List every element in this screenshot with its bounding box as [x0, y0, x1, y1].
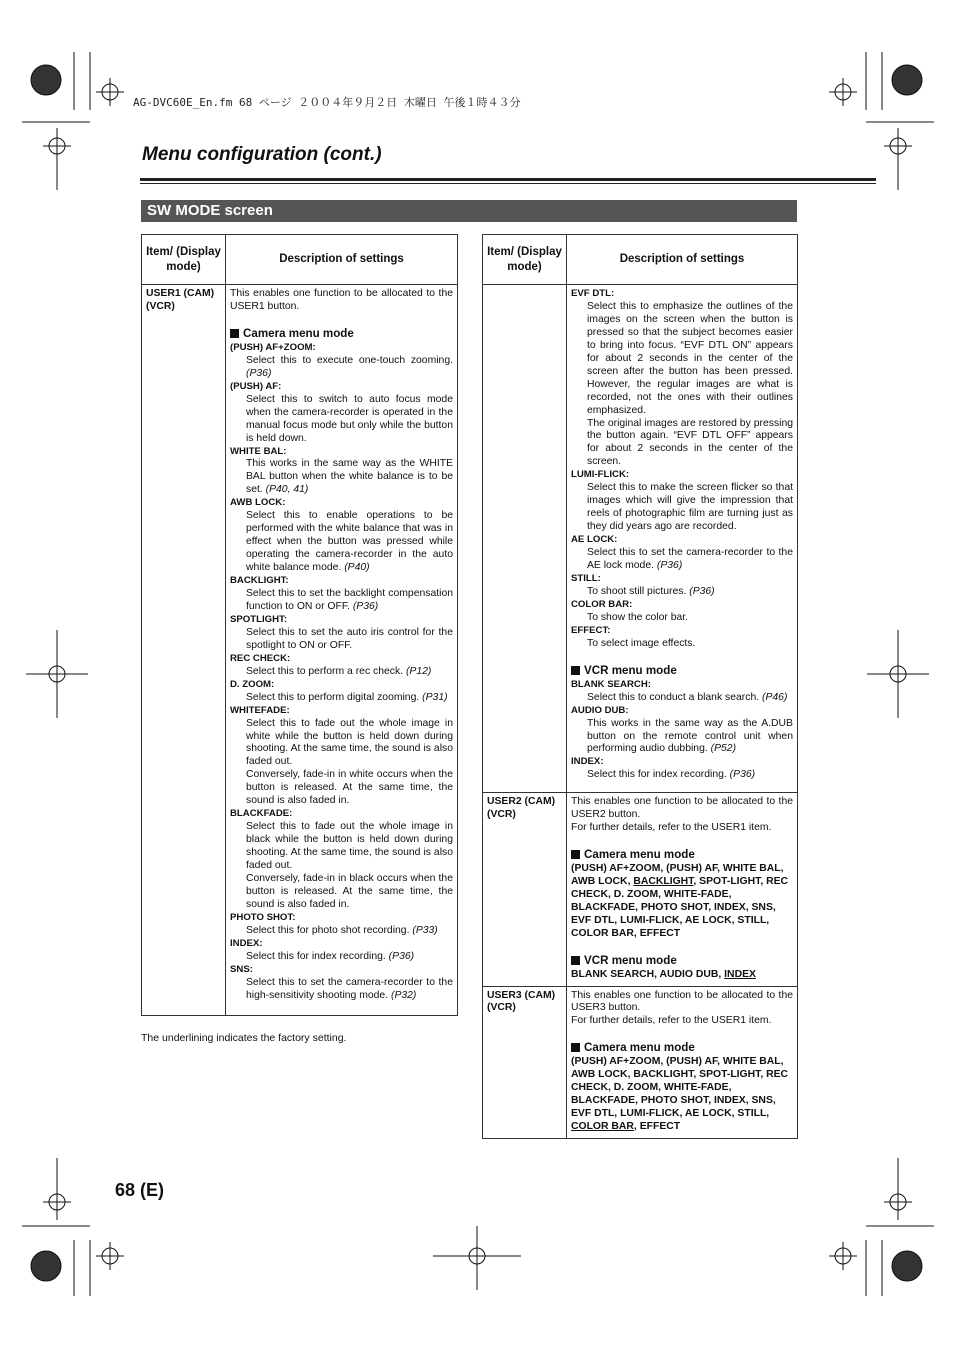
setting-label: BLANK SEARCH:: [571, 678, 651, 690]
setting-description: Select this to emphasize the outlines of the images on the screen when the button is pressed so that the subject becomes easier to bring into focus. “EVF DTL ON” appears for about 2 seconds in the center of the screen after the button has been pressed. However, the regular images are what is recorded, not the ones with their outlines emphasized.: [587, 300, 793, 416]
item-header: Item/ (Display mode): [483, 235, 567, 285]
user2-item: USER2 (CAM) (VCR): [483, 793, 567, 987]
square-bullet-icon: [230, 329, 239, 338]
setting-label: INDEX:: [230, 937, 263, 949]
setting-description: To show the color bar.: [587, 611, 689, 623]
setting-label: AUDIO DUB:: [571, 704, 629, 716]
item-header: Item/ (Display mode): [142, 235, 226, 285]
user1-intro: This enables one function to be allocated to the USER1 button.: [230, 288, 453, 312]
square-bullet-icon: [571, 1043, 580, 1052]
user1-description: [226, 285, 458, 1016]
setting-label: STILL:: [571, 572, 601, 584]
setting-description: Select this to set the camera-recorder to the high-sensitivity shooting mode. (P32): [246, 976, 453, 1001]
setting-description: Select this for photo shot recording. (P33): [246, 924, 438, 936]
vcr-menu-mode-heading: VCR menu mode: [571, 664, 793, 678]
setting-description: The original images are restored by pressing the button again. “EVF DTL OFF” appears for about 2 seconds in the center of the screen.: [587, 417, 793, 468]
setting-label: (PUSH) AF+ZOOM:: [230, 341, 316, 353]
setting-description: Select this to set the camera-recorder to the AE lock mode. (P36): [587, 547, 793, 572]
setting-label: SPOTLIGHT:: [230, 613, 288, 625]
setting-label: AE LOCK:: [571, 534, 618, 546]
setting-label: EVF DTL:: [571, 288, 615, 299]
page-title: Menu configuration (cont.): [142, 144, 382, 165]
page-reference: (P33): [412, 924, 438, 936]
title-rule-thin: [140, 183, 876, 184]
setting-label: COLOR BAR:: [571, 598, 633, 610]
square-bullet-icon: [571, 666, 580, 675]
setting-description: Select this to perform a rec check. (P12): [246, 665, 432, 677]
right-settings-table: [482, 234, 798, 1139]
setting-label: INDEX:: [571, 756, 604, 768]
setting-description: Select this to switch to auto focus mode when the camera-recorder is operated in the manual focus mode but only while the button is held down.: [246, 393, 453, 444]
setting-description: Select this to fade out the whole image in white while the button is held down during shooting. At the same time, the sound is also faded out.: [246, 717, 453, 768]
setting-label: LUMI-FLICK:: [571, 469, 630, 481]
camera-menu-mode-heading: Camera menu mode: [571, 848, 793, 862]
setting-description: Select this to conduct a blank search. (P46): [587, 691, 788, 703]
setting-description: Conversely, fade-in in white occurs when the button is released. At the same time, the sound is also faded in.: [246, 769, 453, 807]
setting-label: EFFECT:: [571, 624, 611, 636]
setting-description: Select this to enable operations to be performed with the white balance that was in effect when the button was pressed while operating the camera-recorder in the auto white balance mode. (P40): [246, 510, 453, 574]
user2-camera-options: (PUSH) AF+ZOOM, (PUSH) AF, WHITE BAL, AWB LOCK, BACKLIGHT, SPOT-LIGHT, REC CHECK, D. ZOOM, WHITE-FADE, BLACKFADE, PHOTO SHOT, INDEX, SNS, EVF DTL, LUMI-FLICK, AE LOCK, STILL, COLOR BAR, EFFECT: [571, 862, 789, 939]
setting-description: Select this to make the screen flicker so that images which will give the impression that reels of photographic film are turning just as they did years ago are recorded.: [587, 482, 793, 533]
desc-header: Description of settings: [567, 235, 798, 285]
setting-description: This works in the same way as the WHITE BAL button when the white balance is to be set. (P40, 41): [246, 458, 453, 496]
factory-default: INDEX: [724, 968, 756, 980]
setting-description: Conversely, fade-in in black occurs when the button is released. At the same time, the sound is also faded in.: [246, 872, 453, 910]
setting-label: AWB LOCK:: [230, 497, 286, 509]
setting-description: Select this to execute one-touch zooming. (P36): [246, 354, 453, 379]
user1-continued-description: [567, 285, 798, 793]
setting-description: To select image effects.: [587, 637, 696, 649]
left-settings-table: [141, 234, 458, 1016]
user3-item: USER3 (CAM) (VCR): [483, 986, 567, 1139]
user2-intro: This enables one function to be allocated to the USER2 button.: [571, 796, 793, 820]
vcr-entry-list: [571, 679, 793, 783]
setting-description: This works in the same way as the A.DUB button on the remote control unit when performing audio dubbing. (P52): [587, 717, 793, 755]
user1-continued-item: [483, 285, 567, 793]
setting-description: Select this for index recording. (P36): [587, 769, 756, 781]
setting-description: Select this to perform digital zooming. (P31): [246, 691, 448, 703]
setting-description: Select this to set the backlight compensation function to ON or OFF. (P36): [246, 588, 453, 612]
page-reference: (P40): [344, 562, 370, 574]
page-reference: (P32): [390, 989, 417, 1001]
camera-menu-mode-heading: Camera menu mode: [571, 1041, 793, 1055]
page-reference: (P36): [246, 367, 272, 379]
setting-label: BACKLIGHT:: [230, 575, 289, 587]
user3-reference: For further details, refer to the USER1 item.: [571, 1015, 772, 1027]
user3-camera-options: (PUSH) AF+ZOOM, (PUSH) AF, WHITE BAL, AWB LOCK, BACKLIGHT, SPOT-LIGHT, REC CHECK, D. ZOOM, WHITE-FADE, BLACKFADE, PHOTO SHOT, INDEX, SNS, EVF DTL, LUMI-FLICK, AE LOCK, STILL, COLOR BAR, EFFECT: [571, 1056, 789, 1133]
user1-item: USER1 (CAM) (VCR): [142, 285, 226, 1016]
page-reference: (P36): [388, 950, 415, 962]
user1-entry-list: [230, 342, 453, 1003]
square-bullet-icon: [571, 850, 580, 859]
setting-label: BLACKFADE:: [230, 808, 293, 820]
page-reference: (P36): [689, 585, 715, 597]
page-reference: (P12): [405, 665, 432, 677]
user1-cont-entry-list: [571, 288, 793, 651]
factory-default: BACKLIGHT: [633, 875, 694, 887]
file-header: AG-DVC60E_En.fm 68 ページ ２００４年９月２日 木曜日 午後１時４３分: [133, 96, 521, 109]
setting-label: WHITEFADE:: [230, 704, 290, 716]
setting-label: WHITE BAL:: [230, 445, 287, 457]
setting-label: D. ZOOM:: [230, 678, 275, 690]
page-reference: (P52): [710, 743, 737, 755]
camera-menu-mode-heading: Camera menu mode: [230, 327, 453, 341]
setting-description: Select this to fade out the whole image in black while the button is held down during shooting. At the same time, the sound is also faded out.: [246, 821, 453, 872]
setting-label: (PUSH) AF:: [230, 380, 282, 392]
page-reference: (P36): [352, 600, 379, 612]
page-number: 68 (E): [115, 1180, 165, 1200]
page-reference: (P46): [762, 691, 788, 703]
section-title: SW MODE screen: [141, 200, 797, 222]
footnote: The underlining indicates the factory setting.: [141, 1032, 347, 1044]
user3-intro: This enables one function to be allocated to the USER3 button.: [571, 989, 793, 1014]
desc-header: Description of settings: [226, 235, 458, 285]
square-bullet-icon: [571, 956, 580, 965]
setting-label: PHOTO SHOT:: [230, 911, 296, 923]
vcr-menu-mode-heading: VCR menu mode: [571, 954, 793, 968]
setting-label: REC CHECK:: [230, 652, 291, 664]
title-rule: [140, 178, 876, 181]
page-reference: (P40, 41): [265, 484, 309, 496]
user2-reference: For further details, refer to the USER1 item.: [571, 821, 772, 833]
page-reference: (P36): [656, 560, 683, 572]
user3-description: [567, 986, 798, 1139]
user2-vcr-options: BLANK SEARCH, AUDIO DUB, INDEX: [571, 968, 756, 980]
page-reference: (P31): [422, 691, 448, 703]
setting-description: Select this for index recording. (P36): [246, 950, 415, 962]
user2-description: [567, 793, 798, 987]
setting-description: To shoot still pictures. (P36): [587, 585, 715, 597]
factory-default: COLOR BAR: [571, 1121, 634, 1133]
page-reference: (P36): [729, 769, 756, 781]
setting-label: SNS:: [230, 963, 253, 975]
setting-description: Select this to set the auto iris control for the spotlight to ON or OFF.: [246, 626, 453, 651]
